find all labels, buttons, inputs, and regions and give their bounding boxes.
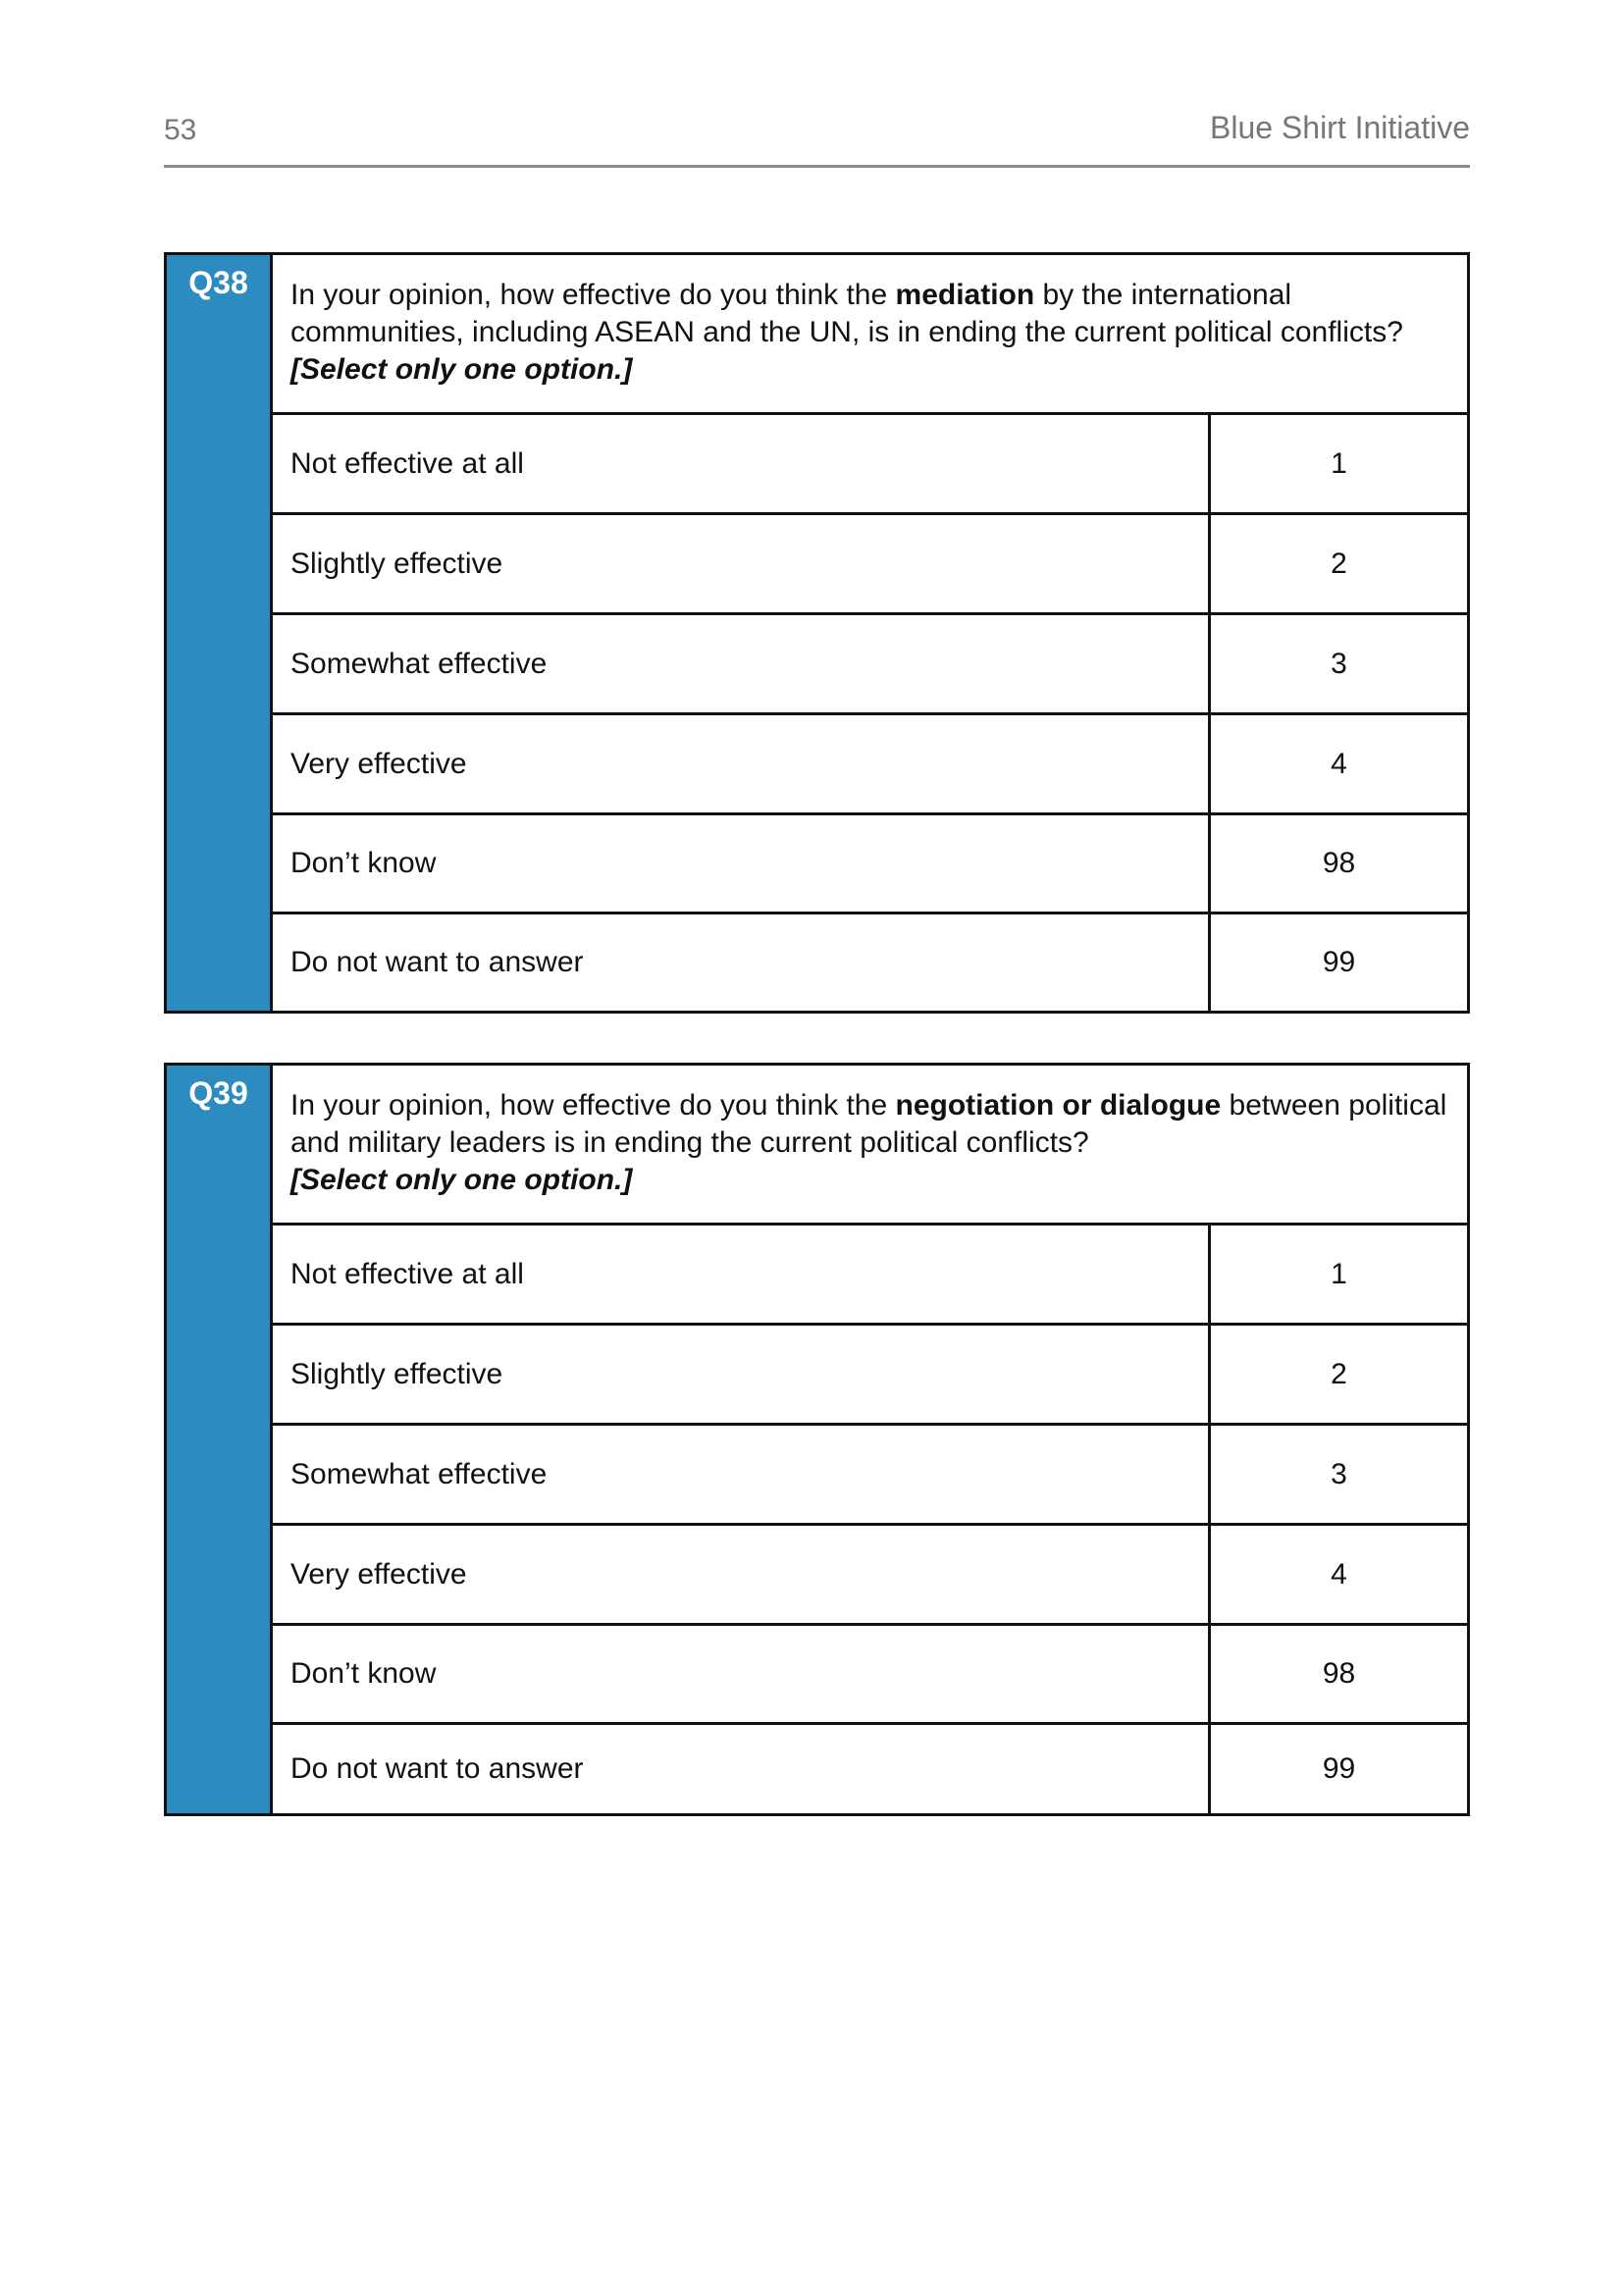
question-keyword: mediation [895, 279, 1035, 311]
option-row[interactable] [273, 415, 1467, 515]
question-text-part: In your opinion, how effective do you think the [290, 279, 896, 311]
option-code: 3 [1331, 647, 1347, 680]
option-label: Slightly effective [273, 515, 1211, 612]
option-label: Somewhat effective [273, 1426, 1211, 1523]
option-row[interactable] [273, 1426, 1467, 1526]
question-block-q38 [164, 252, 1470, 1014]
option-row[interactable] [273, 815, 1467, 914]
option-code: 2 [1331, 1357, 1347, 1390]
question-text [273, 1066, 1467, 1226]
question-text-part: between political and military leaders is in ending the current political conflicts? [290, 1089, 1447, 1159]
option-label: Very effective [273, 1526, 1211, 1623]
option-row[interactable] [273, 615, 1467, 715]
option-row[interactable] [273, 1626, 1467, 1725]
question-instruction: [Select only one option.] [290, 353, 633, 386]
option-label: Don’t know [273, 815, 1211, 912]
option-code: 99 [1322, 946, 1356, 978]
question-number: Q39 [167, 1066, 273, 1813]
option-label: Very effective [273, 715, 1211, 812]
question-text [273, 255, 1467, 415]
option-label: Do not want to answer [273, 914, 1211, 1011]
option-label: Do not want to answer [273, 1725, 1211, 1813]
option-code: 4 [1331, 747, 1347, 780]
option-row[interactable] [273, 1326, 1467, 1426]
option-code: 99 [1322, 1752, 1356, 1785]
question-number: Q38 [167, 255, 273, 1011]
option-label: Somewhat effective [273, 615, 1211, 712]
page-number: 53 [164, 114, 197, 146]
option-code: 3 [1331, 1457, 1347, 1490]
option-row[interactable] [273, 914, 1467, 1011]
option-code: 98 [1322, 1657, 1356, 1690]
option-row[interactable] [273, 1725, 1467, 1813]
option-code: 98 [1322, 847, 1356, 879]
question-keyword: negotiation or dialogue [895, 1089, 1222, 1122]
option-code: 2 [1331, 547, 1347, 580]
option-code: 1 [1331, 446, 1347, 480]
option-label: Don’t know [273, 1626, 1211, 1722]
option-label: Slightly effective [273, 1326, 1211, 1423]
option-code: 1 [1331, 1257, 1347, 1290]
option-label: Not effective at all [273, 415, 1211, 512]
question-text-part: In your opinion, how effective do you think the [290, 1089, 896, 1122]
option-row[interactable] [273, 1226, 1467, 1326]
header-divider [164, 165, 1470, 168]
option-row[interactable] [273, 1526, 1467, 1626]
header-title: Blue Shirt Initiative [1209, 110, 1470, 145]
question-instruction: [Select only one option.] [290, 1164, 633, 1196]
question-text-part: by the international communities, including ASEAN and the UN, is in ending the current political conflicts? [290, 279, 1403, 348]
option-label: Not effective at all [273, 1226, 1211, 1323]
question-block-q39 [164, 1063, 1470, 1816]
option-row[interactable] [273, 515, 1467, 615]
option-code: 4 [1331, 1557, 1347, 1591]
option-row[interactable] [273, 715, 1467, 815]
